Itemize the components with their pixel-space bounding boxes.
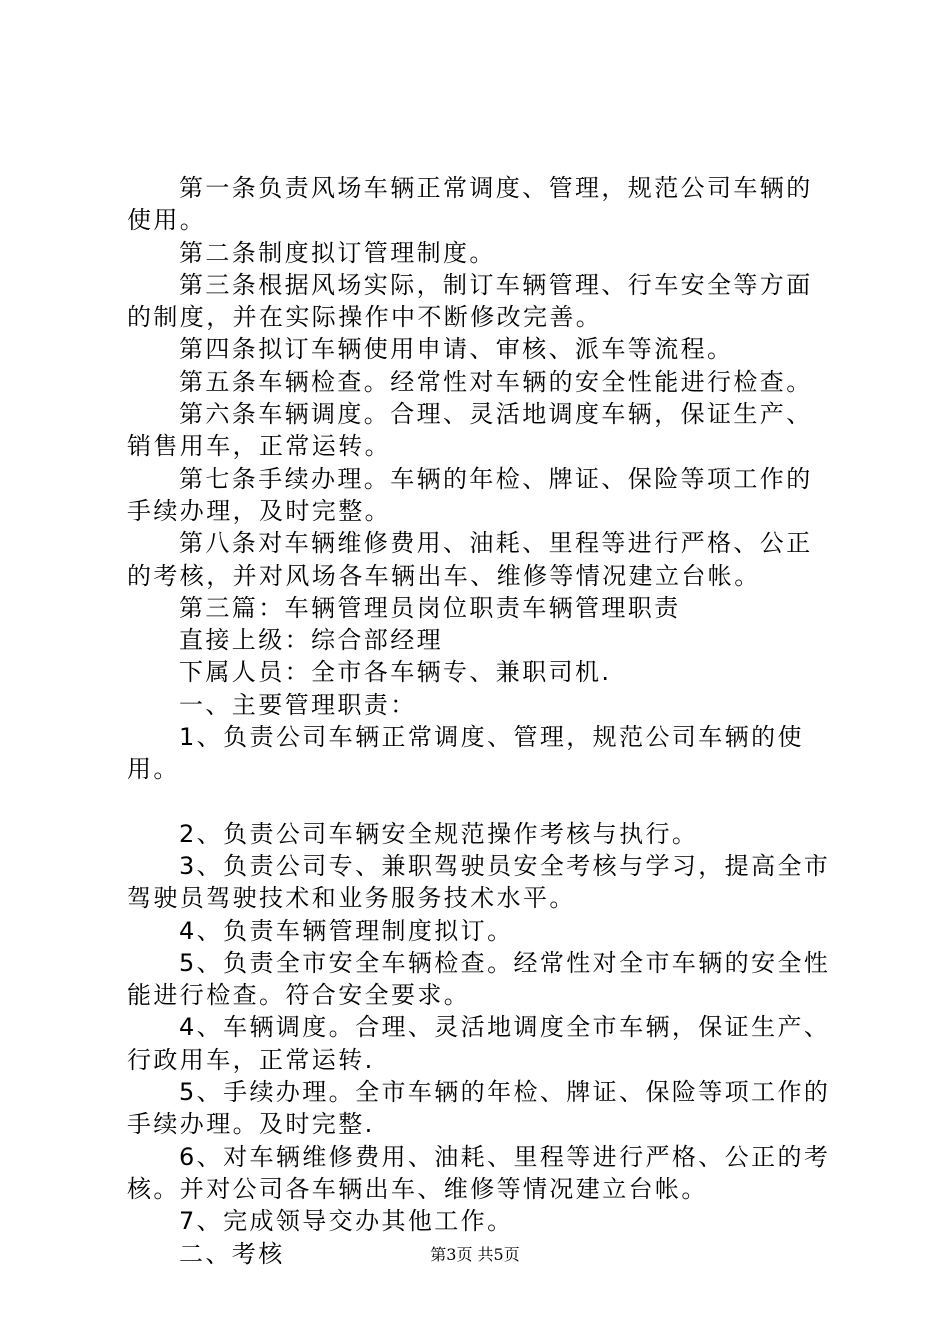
paragraph-direct-superior: 直接上级：综合部经理 [179, 626, 443, 655]
paragraph-article-1: 第一条负责风场车辆正常调度、管理，规范公司车辆的使用。 [127, 174, 813, 235]
duty-item-1: 1、负责公司车辆正常调度、管理，规范公司车辆的使用。 [127, 723, 804, 784]
duty-item-4: 4、负责车辆管理制度拟订。 [179, 916, 514, 945]
duty-item-6: 6、对车辆维修费用、油耗、里程等进行严格、公正的考核。并对公司各车辆出车、维修等情况建立台帐。 [127, 1142, 831, 1203]
paragraph-article-4: 第四条拟订车辆使用申请、审核、派车等流程。 [179, 335, 734, 364]
paragraph-article-5: 第五条车辆检查。经常性对车辆的安全性能进行检查。 [179, 367, 813, 396]
document-body [127, 172, 837, 1270]
duty-item-5: 5、负责全市安全车辆检查。经常性对全市车辆的安全性能进行检查。符合安全要求。 [127, 948, 831, 1010]
section-heading: 第三篇：车辆管理员岗位职责车辆管理职责 [179, 593, 681, 622]
paragraph-subordinates: 下属人员：全市各车辆专、兼职司机. [179, 658, 612, 687]
paragraph-article-2: 第二条制度拟订管理制度。 [179, 238, 496, 267]
paragraph-article-8: 第八条对车辆维修费用、油耗、里程等进行严格、公正的考核，并对风场各车辆出车、维修等情况建立台帐。 [127, 529, 813, 590]
duty-item-2: 2、负责公司车辆安全规范操作考核与执行。 [179, 819, 699, 848]
subheading-main-duties: 一、主要管理职责： [179, 690, 417, 719]
paragraph-article-3: 第三条根据风场实际，制订车辆管理、行车安全等方面的制度，并在实际操作中不断修改完善。 [127, 270, 813, 332]
duty-item-3: 3、负责公司专、兼职驾驶员安全考核与学习，提高全市驾驶员驾驶技术和业务服务技术水平。 [127, 851, 831, 913]
page-number-footer: 第3页 共5页 [430, 1245, 520, 1264]
paragraph-article-7: 第七条手续办理。车辆的年检、牌证、保险等项工作的手续办理，及时完整。 [127, 464, 813, 525]
duty-item-7: 7、完成领导交办其他工作。 [179, 1207, 514, 1236]
duty-item-5b: 5、手续办理。全市车辆的年检、牌证、保险等项工作的手续办理。及时完整. [127, 1078, 831, 1139]
duty-item-4b: 4、车辆调度。合理、灵活地调度全市车辆，保证生产、行政用车，正常运转. [127, 1013, 831, 1074]
subheading-assessment: 二、考核 [179, 1239, 285, 1268]
paragraph-article-6: 第六条车辆调度。合理、灵活地调度车辆，保证生产、销售用车，正常运转。 [127, 400, 813, 461]
